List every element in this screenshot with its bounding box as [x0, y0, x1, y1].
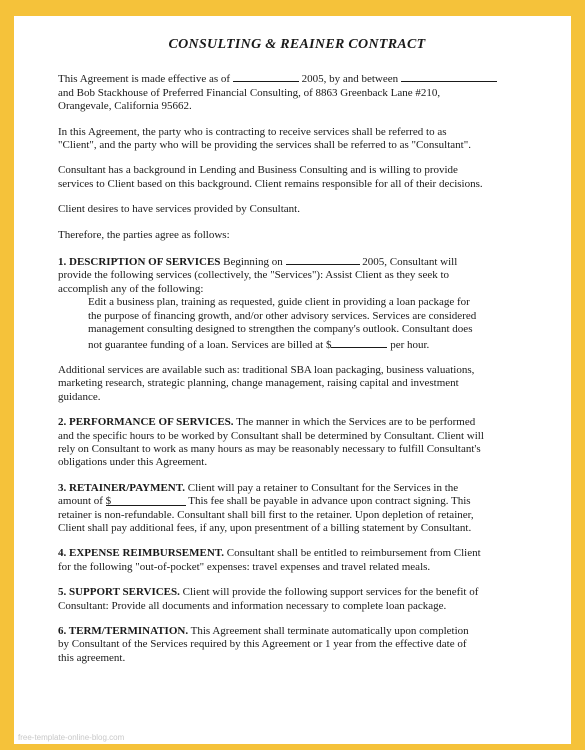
section-heading: 3. RETAINER/PAYMENT. [58, 481, 186, 494]
parties-text: In this Agreement, the party who is contracting to receive services shall be referred to as [58, 125, 447, 138]
intro-text: Orangevale, California 95662. [58, 100, 192, 113]
section-text: Client will provide the following support services for the benefit of [182, 586, 479, 599]
background-paragraph [58, 164, 536, 191]
section-text: and the specific hours to be worked by Consultant shall be determined by Consultant. Client will [58, 429, 484, 442]
document-title: CONSULTING & REAINER CONTRACT [168, 37, 426, 52]
section-text: Consultant: Provide all documents and information necessary to complete loan package. [58, 599, 447, 612]
additional-text: marketing research, strategic planning, change management, raising capital and investment [58, 377, 459, 390]
date-blank [233, 71, 299, 82]
desire-paragraph: Client desires to have services provided by Consultant. [58, 203, 300, 216]
intro-text: and Bob Stackhouse of Preferred Financial Consulting, of 8863 Greenback Lane #210, [58, 86, 441, 99]
services-detail-text: per hour. [390, 338, 430, 351]
additional-services-paragraph [58, 364, 536, 404]
parties-paragraph [58, 126, 536, 153]
section-performance-of-services [58, 416, 536, 470]
intro-paragraph [58, 71, 536, 113]
section-heading: 1. DESCRIPTION OF SERVICES [58, 256, 221, 269]
party-blank [401, 71, 497, 82]
contract-body [58, 38, 536, 677]
section-text: provide the following services (collectively, the "Services"): Assist Client as they seek to [58, 269, 450, 282]
section-heading: 4. EXPENSE REIMBURSEMENT. [58, 547, 225, 560]
section-term-termination [58, 625, 536, 665]
section-text: amount of [58, 495, 103, 508]
services-detail-text: management consulting designed to strengthen the company's outlook. Consultant does [88, 323, 473, 336]
section-description-of-services [58, 254, 536, 352]
section-text: Beginning on [223, 256, 283, 269]
section-text: This Agreement shall terminate automatically upon completion [190, 625, 469, 637]
services-detail-text: the purpose of financing growth, and/or other advisory services. Services are considered [88, 309, 477, 322]
section-text: rely on Consultant to work as many hours as may be reasonably necessary to fulfill Consultant's [58, 442, 481, 455]
retainer-amount-blank [106, 495, 186, 506]
background-text: Consultant has a background in Lending and Business Consulting and is willing to provide [58, 164, 458, 177]
start-date-blank [286, 254, 360, 265]
section-text: by Consultant of the Services required by this Agreement or 1 year from the effective date of [58, 638, 467, 651]
document-page [14, 16, 571, 744]
section-expense-reimbursement [58, 547, 536, 574]
section-text: Client shall pay additional fees, if any, upon presentment of a billing statement by Consultant. [58, 521, 472, 534]
section-text: retainer is non-refundable. Consultant shall bill first to the retainer. Upon depletion of retainer, [58, 508, 474, 521]
additional-text: guidance. [58, 390, 101, 403]
section-text: for the following "out-of-pocket" expenses: travel expenses and travel related meals. [58, 560, 431, 573]
section-heading: 2. PERFORMANCE OF SERVICES. [58, 416, 234, 429]
section-text: obligations under this Agreement. [58, 456, 208, 469]
section-text: 2005, Consultant will [362, 256, 458, 269]
parties-text: "Client", and the party who will be providing the services shall be referred to as "Consultant". [58, 139, 471, 152]
watermark: free-template-online-blog.com [18, 733, 125, 742]
section-text: this agreement. [58, 651, 126, 664]
additional-text: Additional services are available such as: traditional SBA loan packaging, business valuations, [58, 363, 475, 376]
intro-text: 2005, by and between [301, 73, 399, 86]
section-text: Consultant shall be entitled to reimbursement from Client [226, 547, 481, 560]
section-text: This fee shall be payable in advance upon contract signing. This [188, 495, 471, 508]
section-retainer-payment [58, 482, 536, 536]
section-support-services [58, 586, 536, 613]
services-detail-text: not guarantee funding of a loan. Services are billed at $ [88, 338, 332, 351]
intro-text: This Agreement is made effective as of [58, 73, 231, 86]
services-detail-text: Edit a business plan, training as requested, guide client in providing a loan package for [88, 296, 470, 309]
section-heading: 5. SUPPORT SERVICES. [58, 586, 180, 599]
dollar-sign: $ [105, 495, 112, 508]
section-text: The manner in which the Services are to be performed [236, 416, 476, 429]
therefore-paragraph: Therefore, the parties agree as follows: [58, 228, 230, 241]
hourly-rate-blank [331, 337, 387, 348]
section-text: accomplish any of the following: [58, 282, 204, 295]
section-text: Client will pay a retainer to Consultant for the Services in the [187, 481, 459, 494]
background-text: services to Client based on this background. Client remains responsible for all of their decisions. [58, 177, 483, 190]
section-heading: 6. TERM/TERMINATION. [58, 625, 189, 637]
